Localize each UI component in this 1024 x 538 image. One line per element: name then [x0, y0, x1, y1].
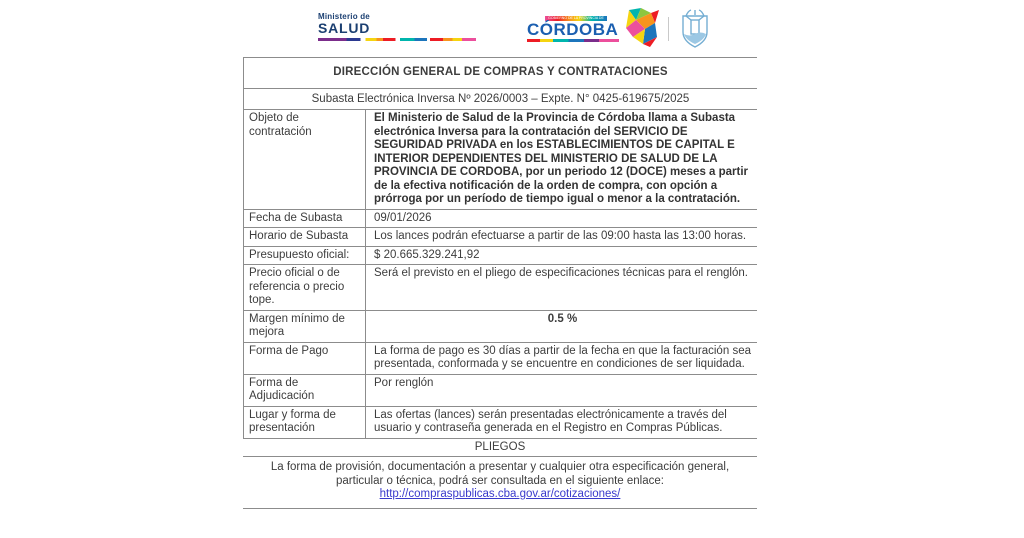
row-value: 09/01/2026 [374, 211, 432, 224]
pliegos-heading: PLIEGOS [474, 440, 526, 453]
auction-reference: Subasta Electrónica Inversa Nº 2026/0003 – Expte. N° 0425-619675/2025 [311, 92, 690, 105]
salud-logo-line2: SALUD [318, 20, 371, 36]
row-label: Fecha de Subasta [244, 210, 366, 228]
table-row [243, 375, 757, 407]
row-value: 0.5 % [547, 312, 578, 325]
row-label: Precio oficial o de referencia o precio tope. [244, 265, 366, 310]
row-value: Los lances podrán efectuarse a partir de las 09:00 hasta las 13:00 horas. [374, 230, 747, 242]
cordoba-province-map-icon [621, 7, 661, 47]
title-row [243, 58, 757, 89]
pliegos-note [243, 457, 757, 508]
salud-logo-line1: Ministerio de [318, 12, 370, 21]
cordoba-wordmark [527, 16, 619, 42]
page-title: DIRECCIÓN GENERAL DE COMPRAS Y CONTRATACIONES [333, 66, 668, 78]
pliegos-note-text: La forma de provisión, documentación a presentar y cualquier otra especificación general, particular o técnica, podrá ser consultada en el siguiente enlace: [270, 461, 730, 487]
table-row [243, 311, 757, 343]
row-value: Por renglón [374, 376, 434, 389]
cordoba-color-bar-icon [527, 39, 619, 42]
row-label: Lugar y forma de presentación [244, 407, 366, 438]
row-value: Será el previsto en el pliego de especificaciones técnicas para el renglón. [374, 267, 748, 279]
cotizaciones-link[interactable]: http://compraspublicas.cba.gov.ar/cotizaciones/ [379, 488, 621, 500]
salud-color-bar-icon [318, 38, 476, 41]
table-row [243, 247, 757, 266]
row-label: Presupuesto oficial: [244, 247, 366, 265]
row-label: Horario de Subasta [244, 228, 366, 246]
cordoba-logo-text: CÓRDOBA [527, 20, 619, 39]
pliegos-note-row [243, 457, 757, 509]
ministerio-salud-logo [318, 12, 476, 41]
procurement-notice-document [243, 6, 757, 509]
row-label: Margen mínimo de mejora [244, 311, 366, 342]
cordoba-logo-group [527, 8, 712, 50]
table-row [243, 407, 757, 439]
logo-band [243, 6, 757, 54]
table-row [243, 210, 757, 229]
row-value: La forma de pago es 30 días a partir de la fecha en que la facturación sea presentada, conformada y se encuentre en condiciones de ser liquidada. [374, 344, 751, 370]
row-label: Forma de Adjudicación [244, 375, 366, 406]
row-label: Forma de Pago [244, 343, 366, 374]
pliegos-heading-row [243, 439, 757, 458]
row-value: El Ministerio de Salud de la Provincia de Córdoba llama a Subasta electrónica Inversa para la contratación del SERVICIO DE SEGURIDAD PRIVADA en los ESTABLECIMIENTOS DE CAPITAL E INTERIOR DEPENDIENTES DEL MINISTERIO DE SALUD DE LA PROVINCIA DE CORDOBA, por un periodo 12 (DOCE) meses a partir de la efectiva notificación de la orden de compra, con opción a prórroga por un período de tiempo igual o menor a la contratación. [374, 112, 749, 205]
table-row [243, 110, 757, 210]
notice-table [243, 57, 757, 509]
provincial-crest-icon [678, 8, 712, 50]
row-value: $ 20.665.329.241,92 [374, 248, 480, 261]
row-label: Objeto de contratación [244, 110, 366, 209]
row-value: Las ofertas (lances) serán presentadas electrónicamente a través del usuario y contraseña generada en el Registro en Compras Públicas. [374, 408, 727, 434]
logo-separator [668, 17, 669, 41]
table-row [243, 228, 757, 247]
cordoba-banner-strip: GOBIERNO DE LA PROVINCIA DE [545, 16, 607, 21]
table-row [243, 343, 757, 375]
table-row [243, 265, 757, 311]
subtitle-row [243, 89, 757, 111]
